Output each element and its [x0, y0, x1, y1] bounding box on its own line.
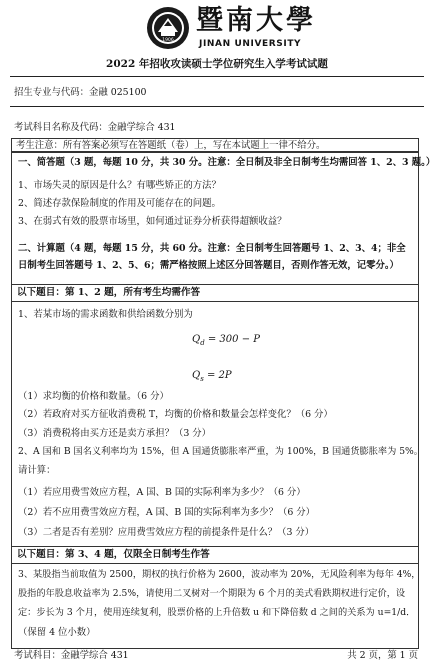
section1-heading-tail: ） [425, 157, 435, 168]
q1-part2: （2）若政府对买方征收消费税 T，均衡的价格和数量会怎样变化？（6 分） [18, 409, 333, 420]
meta-rule [10, 106, 424, 107]
header-rule [10, 76, 424, 77]
university-header [0, 3, 434, 53]
supply-equation: $Q_s = 2P$ [192, 370, 232, 383]
q1-part3: （3）消费税将由买方还是卖方承担？（3 分） [18, 428, 212, 439]
section1-heading-note: 注意：全日制及非全日制考生均需回答 1、2、3 题。 [207, 157, 426, 168]
q3-line3: 定：步长为 3 个月，使用连续复利，股票价格的上升倍数 u 和下降倍数 d 之间的关系为 u=1/d． [18, 607, 416, 618]
demand-equation: $Q_d = 300 - P$ [192, 334, 260, 347]
q3-line2: 股指的年股息收益率为 2.5%，请使用二叉树对一个期限为 6 个月的美式看跌期权进行定价，设 [18, 588, 406, 599]
section2-heading-tail: ） [389, 260, 399, 271]
section2-heading-note: 注意：全日制考生回答题号 1、2、3、4；非全日制考生回答题号 1、2、5、6；需严格按照上述区分回答题目，否则作答无效，记零分。 [18, 243, 406, 271]
section2-heading [18, 240, 414, 274]
major-code: 招生专业与代码：金融 025100 [14, 87, 147, 98]
exam-title: 2022 年招收攻读硕士学位研究生入学考试试题 [106, 58, 328, 70]
section1-q2: 2、简述存款保险制度的作用及可能存在的问题。 [18, 198, 221, 209]
university-name-cn: 暨南大學 [196, 5, 316, 36]
section1-q3: 3、在弱式有效的股票市场里，如何通过证券分析获得超额收益？ [18, 216, 287, 227]
subject-code: 考试科目名称及代码：金融学综合 431 [14, 122, 176, 133]
q2-stem-line2: 请计算： [18, 465, 56, 476]
footer-page-count: 共 2 页，第 1 页 [347, 650, 418, 661]
section1-q1: 1、市场失灵的原因是什么？有哪些矫正的方法？ [18, 180, 221, 191]
band-full-time: 以下题目：第 3、4 题，仅限全日制考生作答 [11, 546, 419, 564]
university-seal-icon [146, 6, 190, 50]
seal-year: 1906 [162, 38, 174, 43]
q2-part3: （3）二者是否有差别？应用费雪效应方程的前提条件是什么？（3 分） [18, 527, 315, 538]
footer-subject: 考试科目：金融学综合 431 [14, 650, 129, 661]
section1-heading [18, 157, 435, 169]
q2-part1: （1）若应用费雪效应方程，A 国、B 国的实际利率为多少？（6 分） [18, 487, 306, 498]
section2-heading-plain: 二、计算题（4 题，每题 15 分，共 60 分。 [18, 243, 208, 254]
university-name-en: JINAN UNIVERSITY [199, 39, 302, 49]
q1-stem: 1、若某市场的需求函数和供给函数分别为 [18, 309, 193, 320]
q2-stem-line1: 2、A 国和 B 国名义利率均为 15%，但 A 国通货膨胀率严重，为 100%，B 国通货膨胀率为 5%。 [18, 446, 423, 457]
q3-line4: （保留 4 位小数） [18, 627, 96, 638]
q3-line1: 3、某股指当前取值为 2500，期权的执行价格为 2600，波动率为 20%，无风险利率为每年 4%， [18, 569, 421, 580]
band-all-candidates: 以下题目：第 1、2 题，所有考生均需作答 [11, 284, 419, 302]
section1-heading-plain: 一、简答题（3 题，每题 10 分，共 30 分。 [18, 157, 208, 168]
notice-box [11, 138, 419, 152]
notice-text: 考生注意：所有答案必须写在答题纸（卷）上，写在本试题上一律不给分。 [16, 140, 326, 151]
q1-part1: （1）求均衡的价格和数量。（6 分） [18, 391, 169, 402]
q2-part2: （2）若不应用费雪效应方程，A 国、B 国的实际利率为多少？（6 分） [18, 507, 316, 518]
